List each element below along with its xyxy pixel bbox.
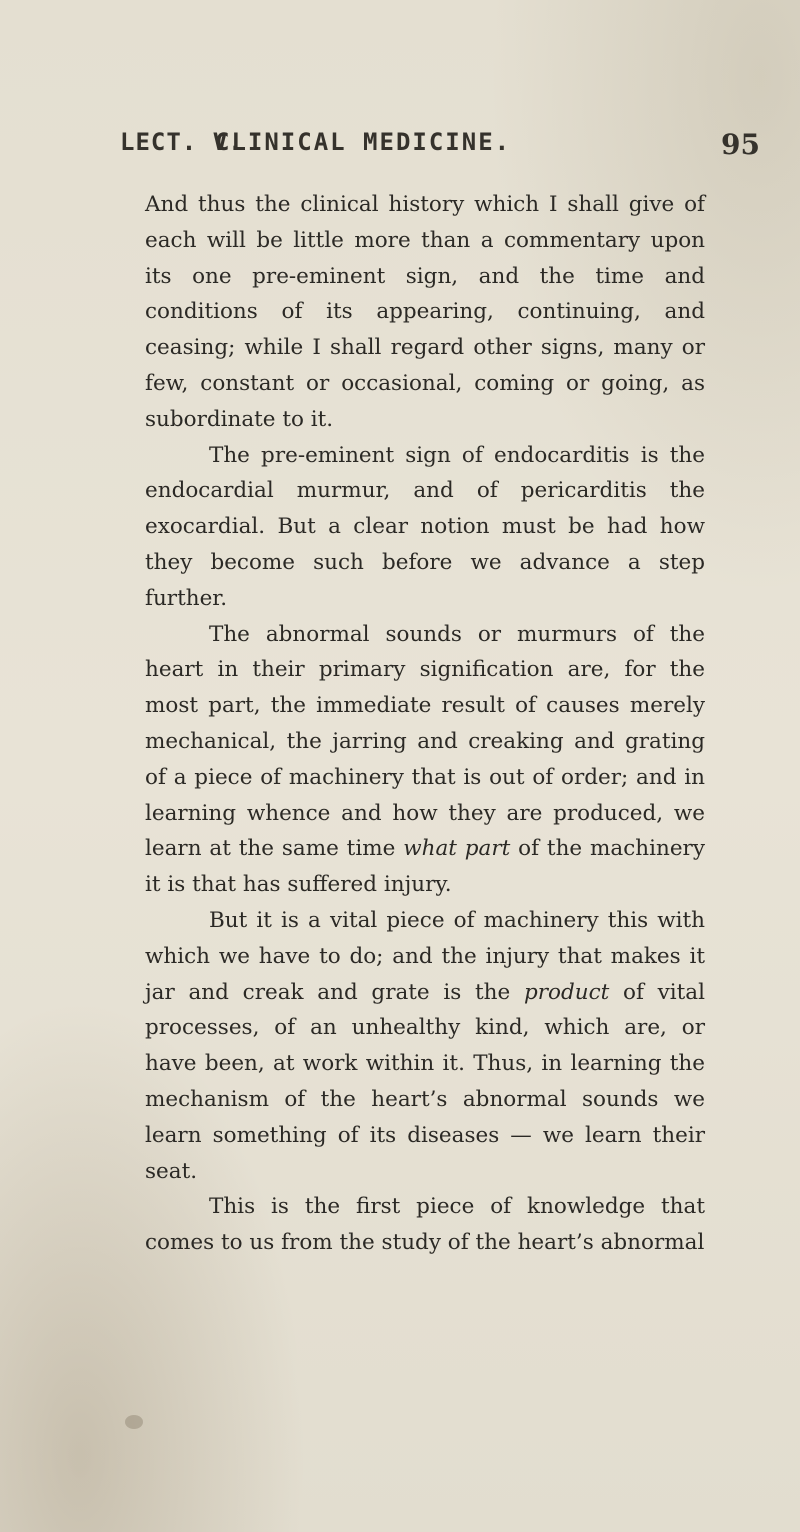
paragraph-3-text-a: The abnormal sounds or murmurs of the heart in their primary signification are, for the most part, the immediate result of causes merely mechanical, the jarring and creaking and grating of a piece of machinery that is out of order; and in learning whence and how they are produced, we learn at the same time (145, 621, 705, 862)
lecture-number: LECT. V. (120, 128, 244, 156)
body-text (145, 187, 705, 1261)
paragraph-4-text-a: But it is a vital piece of machinery this with which we have to do; and the injury that makes it jar and creak and grate is the (145, 907, 705, 1005)
paragraph-3 (145, 617, 705, 903)
paper-smudge (125, 1415, 143, 1429)
paragraph-2 (145, 438, 705, 617)
running-header (120, 128, 760, 168)
running-title: CLINICAL MEDICINE. (215, 128, 512, 156)
paragraph-1-text: And thus the clinical history which I shall give of each will be little more than a commentary upon its one pre-eminent sign, and the time and conditions of its appearing, continuing, and ceasing; while I shall regard other signs, many or few, constant or occasional, coming or going, as subordinate to it. (145, 192, 705, 432)
paragraph-3-text-b: of the machinery it is that has suffered injury. (145, 836, 705, 898)
page-number: 95 (721, 128, 760, 161)
paragraph-4-italic: product (523, 979, 610, 1005)
paragraph-2-text: The pre-eminent sign of endocarditis is the endocardial murmur, and of pericarditis the exocardial. But a clear notion must be had how they become such before we advance a step further. (145, 442, 705, 611)
paragraph-4 (145, 903, 705, 1189)
paragraph-5 (145, 1189, 705, 1261)
paragraph-5-text: This is the first piece of knowledge that comes to us from the study of the heart’s abnormal (145, 1194, 705, 1256)
paragraph-4-text-b: of vital processes, of an unhealthy kind, which are, or have been, at work within it. Thus, in learning the mechanism of the heart’s abnormal sounds we learn something of its diseases — we learn their seat. (145, 979, 705, 1184)
paragraph-3-italic: what part (403, 836, 511, 862)
paragraph-1 (145, 187, 705, 438)
